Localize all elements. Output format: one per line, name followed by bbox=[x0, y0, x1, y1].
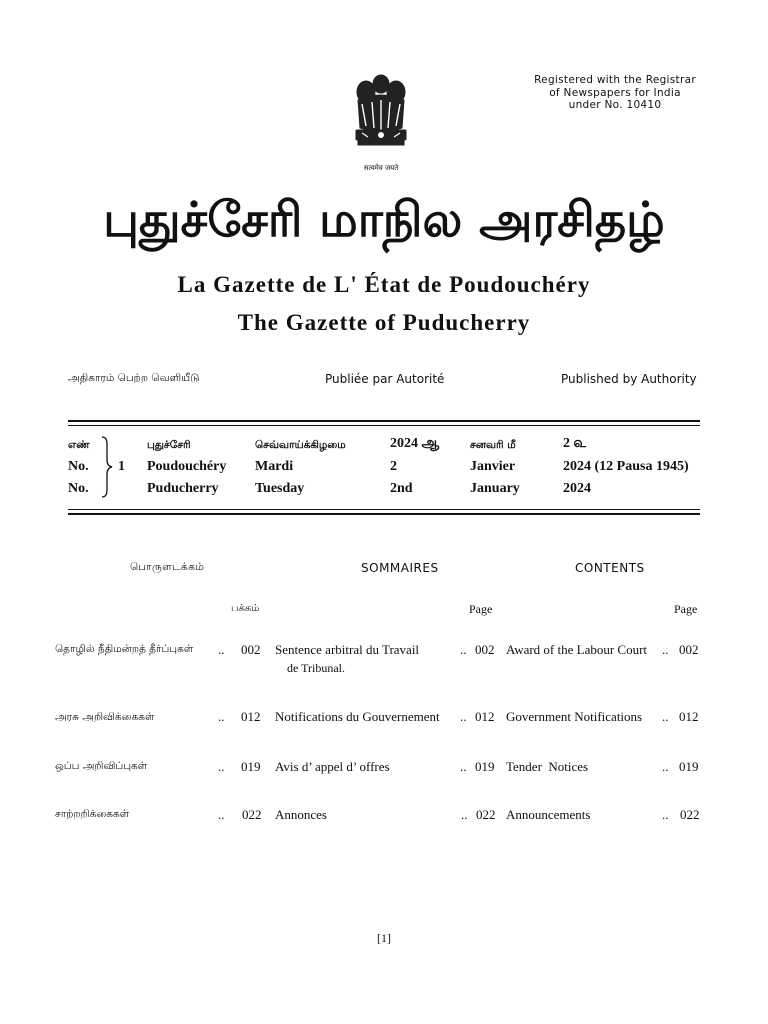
leaders: .. bbox=[460, 709, 467, 724]
row-english-page: 012 bbox=[679, 709, 699, 724]
row-english-page: 002 bbox=[679, 642, 699, 657]
row-french-title: Annonces bbox=[275, 807, 327, 822]
leaders: .. bbox=[460, 759, 467, 774]
contents-heading-french: SOMMAIRES bbox=[361, 561, 439, 575]
authority-french: Publiée par Autorité bbox=[325, 372, 445, 386]
row-tamil-title: சாற்றறிக்கைகள் bbox=[55, 808, 130, 820]
dateline-date-fr: 2 bbox=[390, 459, 397, 474]
row-english-title: Tender Notices bbox=[506, 759, 589, 774]
dateline-day-en: Tuesday bbox=[255, 481, 305, 496]
leaders: .. bbox=[662, 807, 669, 822]
dateline-no-fr: No. bbox=[68, 459, 89, 474]
dateline-day-ta: செவ்வாய்க்கிழமை bbox=[255, 439, 346, 451]
title-english: The Gazette of Puducherry bbox=[237, 310, 531, 335]
leaders: .. bbox=[460, 642, 467, 657]
page-label-english: Page bbox=[674, 602, 698, 616]
dateline-no-ta: எண் bbox=[68, 439, 90, 451]
row-english-title: Government Notifications bbox=[506, 709, 643, 724]
leaders: .. bbox=[218, 759, 225, 774]
dateline-year-fr: 2024 (12 Pausa 1945) bbox=[563, 459, 689, 474]
row-tamil-page: 022 bbox=[242, 807, 262, 822]
dateline-day-fr: Mardi bbox=[255, 459, 294, 474]
rule-bottom bbox=[68, 513, 700, 515]
dateline-year-ta: 2 ௳ bbox=[563, 436, 586, 451]
row-english-title: Announcements bbox=[506, 807, 591, 822]
row-english-page: 022 bbox=[680, 807, 700, 822]
rule-top-thin bbox=[68, 425, 700, 426]
dateline-month-fr: Janvier bbox=[470, 459, 516, 474]
authority-tamil: அதிகாரம் பெற்ற வெளியீடு bbox=[68, 372, 200, 384]
registration-note bbox=[530, 74, 700, 112]
row-french-title: Sentence arbitral du Travail bbox=[275, 642, 420, 657]
rule-top bbox=[68, 420, 700, 422]
row-french-title: Notifications du Gouvernement bbox=[275, 709, 440, 724]
row-tamil-page: 019 bbox=[241, 759, 261, 774]
registration-line: under No. 10410 bbox=[568, 99, 662, 111]
row-french-page: 002 bbox=[475, 642, 495, 657]
title-tamil: புதுச்சேரி மாநில அரசிதழ் bbox=[103, 192, 665, 248]
dateline-date-en: 2nd bbox=[390, 481, 413, 496]
leaders: .. bbox=[218, 642, 225, 657]
leaders: .. bbox=[218, 807, 225, 822]
contents-heading-tamil: பொருளடக்கம் bbox=[130, 561, 205, 573]
row-french-page: 022 bbox=[476, 807, 496, 822]
brace-icon bbox=[100, 436, 114, 503]
row-french-title: Avis d’ appel d’ offres bbox=[275, 759, 390, 774]
row-english-page: 019 bbox=[679, 759, 699, 774]
dateline-month-ta: சனவரி மீ bbox=[470, 439, 516, 451]
dateline-date-ta: 2024 ஆ bbox=[390, 436, 440, 451]
dateline-place-ta: புதுச்சேரி bbox=[147, 439, 191, 451]
row-tamil-title: அரசு அறிவிக்கைகள் bbox=[55, 711, 155, 723]
row-french-page: 012 bbox=[475, 709, 495, 724]
row-english-title: Award of the Labour Court bbox=[506, 642, 648, 657]
leaders: .. bbox=[662, 642, 669, 657]
rule-bottom-thin bbox=[68, 509, 700, 510]
row-tamil-title: தொழில் நீதிமன்றத் தீர்ப்புகள் bbox=[55, 643, 194, 655]
dateline-year-en: 2024 bbox=[563, 481, 591, 496]
ashoka-emblem-icon bbox=[348, 70, 414, 178]
leaders: .. bbox=[662, 759, 669, 774]
registration-line: Registered with the Registrar bbox=[534, 74, 696, 86]
page-label-tamil: பக்கம் bbox=[231, 603, 260, 614]
page-number: [1] bbox=[377, 931, 391, 945]
dateline-month-en: January bbox=[470, 481, 520, 496]
dateline-place-fr: Poudouchéry bbox=[147, 459, 227, 474]
registration-line: of Newspapers for India bbox=[549, 86, 681, 99]
leaders: .. bbox=[218, 709, 225, 724]
dateline-no-en: No. bbox=[68, 481, 89, 496]
dateline-place-en: Puducherry bbox=[147, 481, 219, 496]
row-tamil-title: ஒப்ப அறிவிப்புகள் bbox=[55, 760, 148, 772]
emblem-motto: सत्यमेव जयते bbox=[363, 164, 399, 172]
title-french: La Gazette de L' État de Poudouchéry bbox=[177, 272, 591, 297]
authority-english: Published by Authority bbox=[561, 372, 697, 386]
page-label-french: Page bbox=[469, 602, 493, 616]
row-french-page: 019 bbox=[475, 759, 495, 774]
leaders: .. bbox=[461, 807, 468, 822]
row-tamil-page: 012 bbox=[241, 709, 261, 724]
row-french-title-cont: de Tribunal. bbox=[287, 661, 346, 675]
contents-heading-english: CONTENTS bbox=[575, 561, 645, 575]
leaders: .. bbox=[662, 709, 669, 724]
issue-number: 1 bbox=[118, 459, 125, 474]
row-tamil-page: 002 bbox=[241, 642, 261, 657]
